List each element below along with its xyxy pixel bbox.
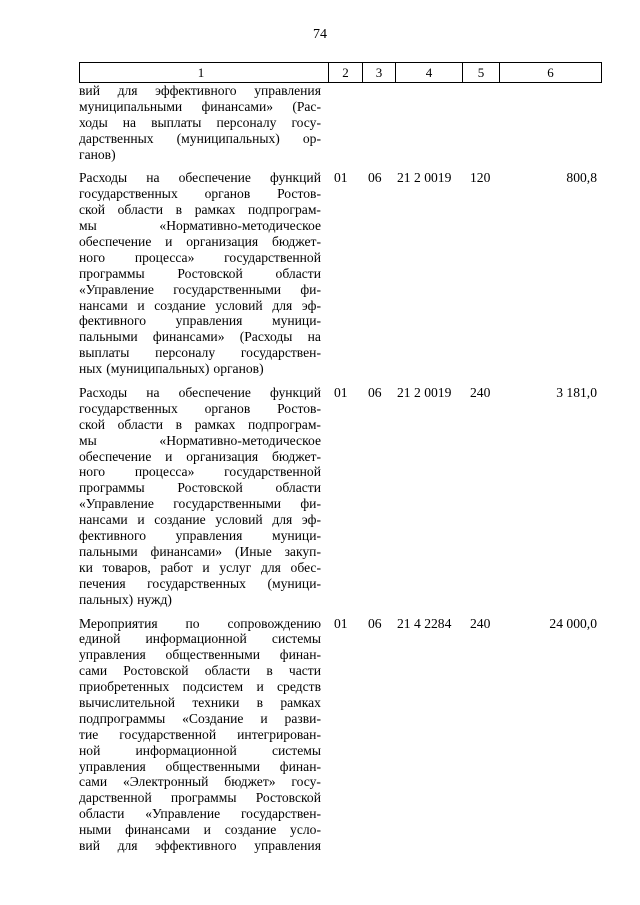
description-line: вычислительной техники в рамках [79, 694, 321, 710]
description-line: государственных органов Ростов- [79, 400, 321, 416]
description-line: управления общественными финан- [79, 647, 321, 663]
description-line: управления общественными финан- [79, 758, 321, 774]
description-line: ного процесса» государственной [79, 464, 321, 480]
description-line: печения государственных (муници- [79, 575, 321, 591]
description-line: ходы на выплаты персоналу госу- [79, 114, 321, 130]
row-description [79, 616, 321, 854]
cell-c3: 06 [368, 385, 382, 401]
header-col-2: 2 [342, 65, 349, 80]
description-line: мы «Нормативно-методическое [79, 218, 321, 234]
cell-c2: 01 [334, 385, 348, 401]
description-line: единой информационной системы [79, 631, 321, 647]
row-description [79, 170, 321, 377]
description-line: ской области в рамках подпрограм- [79, 202, 321, 218]
description-line: муниципальными финансами» (Рас- [79, 98, 321, 114]
cell-c5: 240 [470, 615, 491, 631]
description-line: пальных) нужд) [79, 591, 172, 607]
description-line: вий для эффективного управления [79, 837, 321, 853]
description-line: сами «Электронный бюджет» госу- [79, 774, 321, 790]
cell-c4: 21 4 2284 [397, 615, 452, 631]
description-line: пальными финансами» (Расходы на [79, 329, 321, 345]
description-line: программы Ростовской области [79, 480, 321, 496]
description-line: дарственных (муниципальных) ор- [79, 130, 321, 146]
description-line: дарственной программы Ростовской [79, 790, 321, 806]
description-line: ской области в рамках подпрограм- [79, 416, 321, 432]
description-line: вий для эффективного управления [79, 83, 321, 98]
description-line: приобретенных подсистем и средств [79, 679, 321, 695]
table-body [79, 83, 602, 862]
cell-c5: 240 [470, 385, 491, 401]
cell-c6: 24 000,0 [549, 615, 597, 631]
table-row [79, 616, 602, 854]
header-col-4: 4 [425, 65, 433, 80]
cell-c5: 120 [470, 170, 491, 186]
table-row [79, 170, 602, 377]
cell-c2: 01 [334, 615, 348, 631]
row-description [79, 385, 321, 607]
description-line: Расходы на обеспечение функций [79, 170, 321, 186]
description-line: ных (муниципальных) органов) [79, 361, 264, 377]
description-line: «Управление государственными фи- [79, 496, 321, 512]
description-line: нансами и создание условий для эф- [79, 297, 321, 313]
description-line: ными финансами и создание усло- [79, 822, 321, 838]
description-line: Мероприятия по сопровождению [79, 615, 321, 631]
header-col-3: 3 [375, 65, 383, 80]
description-line: фективного управления муници- [79, 528, 321, 544]
row-description [79, 83, 321, 162]
description-line: сами Ростовской области в части [79, 663, 321, 679]
page-number: 74 [313, 27, 327, 42]
cell-c6: 3 181,0 [556, 385, 597, 401]
description-line: обеспечение и организация бюджет- [79, 234, 321, 250]
description-line: подпрограммы «Создание и разви- [79, 710, 321, 726]
table-header [79, 62, 602, 83]
description-line: ки товаров, работ и услуг для обес- [79, 559, 321, 575]
description-line: ной информационной системы [79, 742, 321, 758]
description-line: нансами и создание условий для эф- [79, 512, 321, 528]
description-line: «Управление государственными фи- [79, 281, 321, 297]
description-line: тие государственной интегрирован- [79, 726, 321, 742]
table-row [79, 385, 602, 607]
header-col-5: 5 [477, 65, 485, 80]
description-line: мы «Нормативно-методическое [79, 432, 321, 448]
description-line: Расходы на обеспечение функций [79, 385, 321, 401]
description-line: ного процесса» государственной [79, 249, 321, 265]
description-line: программы Ростовской области [79, 265, 321, 281]
cell-c4: 21 2 0019 [397, 170, 452, 186]
description-line: выплаты персоналу государствен- [79, 345, 321, 361]
table-row [79, 83, 602, 162]
description-line: области «Управление государствен- [79, 806, 321, 822]
cell-c4: 21 2 0019 [397, 385, 452, 401]
header-col-1: 1 [197, 65, 205, 80]
description-line: ганов) [79, 146, 116, 162]
cell-c6: 800,8 [566, 170, 597, 186]
cell-c3: 06 [368, 170, 382, 186]
description-line: государственных органов Ростов- [79, 186, 321, 202]
description-line: обеспечение и организация бюджет- [79, 448, 321, 464]
cell-c3: 06 [368, 615, 382, 631]
cell-c2: 01 [334, 170, 348, 186]
header-col-6: 6 [547, 65, 554, 80]
description-line: пальными финансами» (Иные закуп- [79, 543, 321, 559]
description-line: фективного управления муници- [79, 313, 321, 329]
